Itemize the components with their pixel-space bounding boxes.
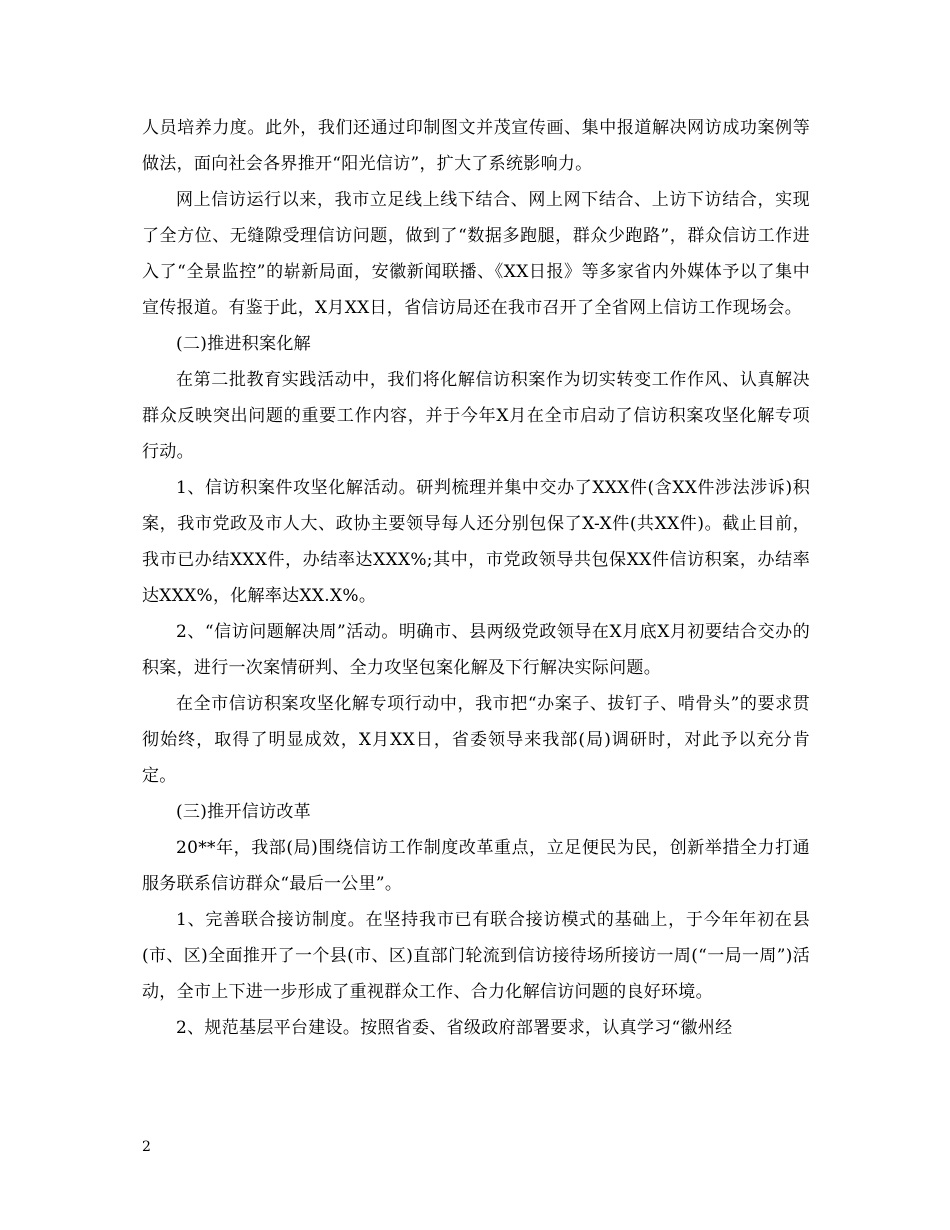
paragraph: 人员培养力度。此外，我们还通过印制图文并茂宣传画、集中报道解决网访成功案例等做法，面向社会各界推开“阳光信访”，扩大了系统影响力。 xyxy=(142,118,810,174)
section-heading: (三)推开信访改革 xyxy=(176,802,311,822)
paragraph: 在全市信访积案攻坚化解专项行动中，我市把“办案子、拔钉子、啃骨头”的要求贯彻始终，取得了明显成效，X月XX日，省委领导来我部(局)调研时，对此予以充分肯定。 xyxy=(142,694,810,786)
paragraph: 1、信访积案件攻坚化解活动。研判梳理并集中交办了XXX件(含XX件涉法涉诉)积案，我市党政及市人大、政协主要领导每人还分别包保了X-X件(共XX件)。截止目前，我市已办结XXX件，办结率达XXX%;其中，市党政领导共包保XX件信访积案，办结率达XXX%，化解率达XX.X%。 xyxy=(142,478,810,606)
document-body xyxy=(142,110,810,1046)
paragraph: 20**年，我部(局)围绕信访工作制度改革重点，立足便民为民，创新举措全力打通服务联系信访群众“最后一公里”。 xyxy=(142,838,810,894)
paragraph: 网上信访运行以来，我市立足线上线下结合、网上网下结合、上访下访结合，实现了全方位、无缝隙受理信访问题，做到了“数据多跑腿，群众少跑路”，群众信访工作进入了“全景监控”的崭新局面，安徽新闻联播、《XX日报》等多家省内外媒体予以了集中宣传报道。有鉴于此，X月XX日，省信访局还在我市召开了全省网上信访工作现场会。 xyxy=(142,190,810,318)
paragraph: 1、完善联合接访制度。在坚持我市已有联合接访模式的基础上，于今年年初在县(市、区)全面推开了一个县(市、区)直部门轮流到信访接待场所接访一周(“一局一周”)活动，全市上下进一步形成了重视群众工作、合力化解信访问题的良好环境。 xyxy=(142,910,810,1002)
paragraph: 在第二批教育实践活动中，我们将化解信访积案作为切实转变工作作风、认真解决群众反映突出问题的重要工作内容，并于今年X月在全市启动了信访积案攻坚化解专项行动。 xyxy=(142,370,810,462)
section-heading: (二)推进积案化解 xyxy=(176,334,311,354)
page-number: 2 xyxy=(142,1139,151,1155)
paragraph: 2、规范基层平台建设。按照省委、省级政府部署要求，认真学习“徽州经 xyxy=(176,1018,733,1038)
paragraph: 2、“信访问题解决周”活动。明确市、县两级党政领导在X月底X月初要结合交办的积案，进行一次案情研判、全力攻坚包案化解及下行解决实际问题。 xyxy=(142,622,810,678)
